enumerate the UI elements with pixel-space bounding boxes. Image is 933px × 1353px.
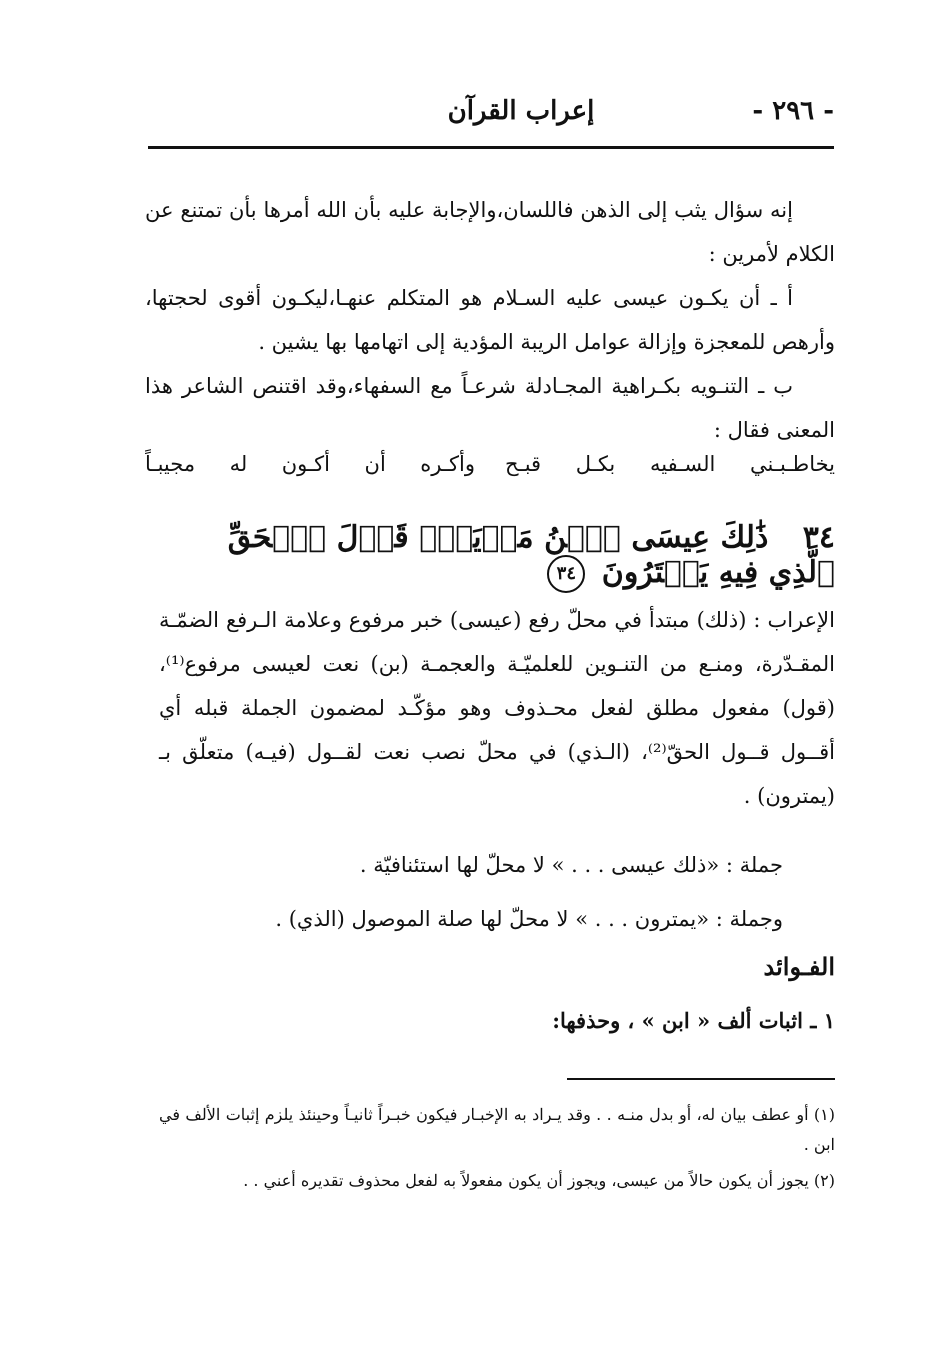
verse-word: السـفيه xyxy=(649,452,716,476)
footnote-1: (١) أو عطف بيان له، أو بدل منـه . . وقد يـراد به الإخبـار فيكون خبـراً ثانيـاً وحينئذ يلزم إثبات الألف في ابن . xyxy=(159,1105,835,1154)
verse-word: مجيبـاً xyxy=(145,452,196,476)
verse-word: أن xyxy=(364,452,386,476)
footnote-2: (٢) يجوز أن يكون حالاً من عيسى، ويجوز أن يكون مفعولاً به لفعل محذوف تقديره أعني . . xyxy=(243,1171,835,1190)
fawaid-item-1: ١ ـ اثبات ألف « ابن » ، وحذفها: xyxy=(552,1008,835,1033)
fawaid-heading: الفـوائد xyxy=(763,952,835,981)
verse-number: ٣٤ xyxy=(802,520,835,555)
verse-text: ذَٰلِكَ عِيسَى ٱبۡنُ مَرۡيَمَۚ قَوۡلَ ٱلۡحَقِّ ٱلَّذِي فِيهِ يَمۡتَرُونَ xyxy=(227,520,835,590)
footnotes-section xyxy=(159,1100,835,1202)
sentence-1: جملة : «ذلك عيسى . . . » لا محلّ لها استئنافيّة . xyxy=(359,853,783,877)
sentences-section xyxy=(163,838,783,946)
page-number: - ٢٩٦ - xyxy=(752,96,834,126)
verse-word: له xyxy=(229,452,248,476)
page-header xyxy=(148,96,834,136)
book-title: إعراب القرآن xyxy=(447,96,595,126)
intro-section xyxy=(145,188,835,452)
intro-paragraph-2: أ ـ أن يكـون عيسى عليه السـلام هو المتكلم عنهـا،ليكـون أقوى لحجتها، وأرهص للمعجزة وإزالة عوامل الريبة المؤدية إلى اتهامها بها يشين . xyxy=(145,286,835,354)
sentence-2: وجملة : «يمترون . . . » لا محلّ لها صلة الموصول (الذي) . xyxy=(275,907,783,931)
verse-hemistich-2 xyxy=(145,452,475,476)
verse-word: أكـون xyxy=(281,452,331,476)
poetry-verse xyxy=(145,452,835,476)
intro-paragraph-3: ب ـ التنـويه بكـراهية المجـادلة شرعـاً مع السفهاء،وقد اقتنص الشاعر هذا المعنى فقال : xyxy=(145,374,835,442)
quran-verse xyxy=(155,520,835,593)
footnote-divider xyxy=(567,1078,835,1080)
header-divider xyxy=(148,146,834,149)
intro-paragraph-1: إنه سؤال يثب إلى الذهن فاللسان،والإجابة عليه بأن الله أمرها بأن تمتنع عن الكلام لأمرين : xyxy=(145,198,835,266)
verse-word: قبـح xyxy=(505,452,542,476)
verse-word: وأكـره xyxy=(420,452,475,476)
verse-word: يخاطـبـني xyxy=(750,452,835,476)
verse-hemistich-1 xyxy=(505,452,835,476)
irab-paragraph: الإعراب : (ذلك) مبتدأ في محلّ رفع (عيسى) خبر مرفوع وعلامة الـرفع الضمّـة المقـدّرة، ومنـع من التنـوين للعلميّـة والعجمـة (بن) نعت لعيسى مرفوع⁽¹⁾، (قول) مفعول مطلق لفعل محـذوف وهو مؤكّـد لمضمون الجملة قبله أي أقــول قــول الحقّ⁽²⁾، (الـذي) في محلّ نصب نعت لقــول (فيـه) متعلّق بـ (يمترون) . xyxy=(159,608,835,808)
verse-end-marker: ٣٤ xyxy=(547,555,585,593)
verse-word: بكـل xyxy=(575,452,616,476)
